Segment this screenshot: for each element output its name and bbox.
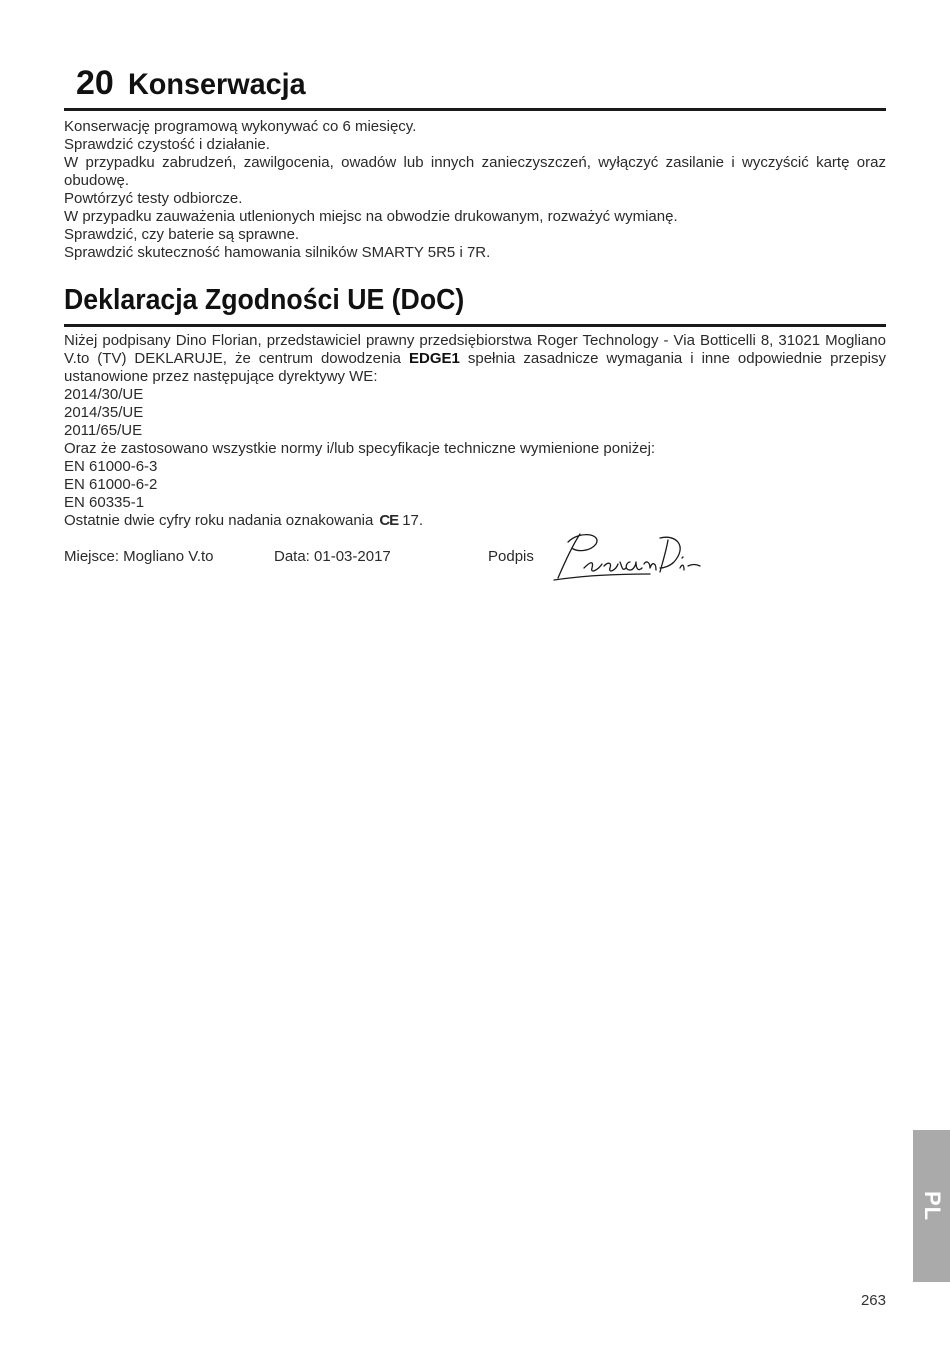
place: Miejsce: Mogliano V.to [64,548,214,565]
intro-text: Niżej podpisany Dino Florian, przedstawiciel prawny przedsiębiorstwa Roger Technology - Via Botticelli 8, 31021 Mogliano V.to (TV) DEKLARUJE, że centrum dowodzenia [64,332,886,367]
date: Data: 01-03-2017 [274,548,391,565]
marking-year: 17. [402,512,424,529]
language-tab [913,1130,950,1282]
paragraph-line: Sprawdzić, czy baterie są sprawne. [64,226,300,243]
language-code: PL [919,1190,945,1222]
paragraph-line: W przypadku zabrudzeń, zawilgocenia, owadów lub innych zanieczyszczeń, wyłączyć zasilanie i wyczyścić kartę oraz obudowę. [64,154,886,189]
marking-line [64,512,886,530]
standard: EN 61000-6-3 [64,458,158,475]
section-heading-declaration [64,280,886,327]
section-title: Deklaracja Zgodności UE (DoC) [64,284,465,316]
intro-text: spełnia zasadnicze wymagania i inne odpowiednie przepisy ustanowione przez następujące dyrektywy WE: [64,350,886,385]
signature-label: Podpis [488,548,534,565]
page-number: 263 [860,1292,886,1309]
marking-text: Ostatnie dwie cyfry roku nadania oznakowania [64,512,374,529]
product-name: EDGE1 [409,350,460,367]
section-title: Konserwacja [128,68,306,101]
section-number: 20 [76,64,114,102]
standard: EN 60335-1 [64,494,145,511]
maintenance-text [64,118,886,262]
directive: 2011/65/UE [64,422,143,439]
paragraph-line: Sprawdzić skuteczność hamowania silników SMARTY 5R5 i 7R. [64,244,491,261]
paragraph-line: Konserwację programową wykonywać co 6 miesięcy. [64,118,417,135]
directive: 2014/30/UE [64,386,144,403]
ce-mark-icon: CE [379,512,399,529]
paragraph-line: Sprawdzić czystość i działanie. [64,136,270,153]
handwritten-signature-icon [550,528,710,584]
directive: 2014/35/UE [64,404,144,421]
declaration-text [64,332,886,530]
declaration-intro [64,332,886,386]
paragraph-line: Powtórzyć testy odbiorcze. [64,190,243,207]
standards-intro: Oraz że zastosowano wszystkie normy i/lub specyfikacje techniczne wymienione poniżej: [64,440,656,457]
paragraph-line: W przypadku zauważenia utlenionych miejsc na obwodzie drukowanym, rozważyć wymianę. [64,208,678,225]
standard: EN 61000-6-2 [64,476,158,493]
section-heading-maintenance [64,58,886,111]
